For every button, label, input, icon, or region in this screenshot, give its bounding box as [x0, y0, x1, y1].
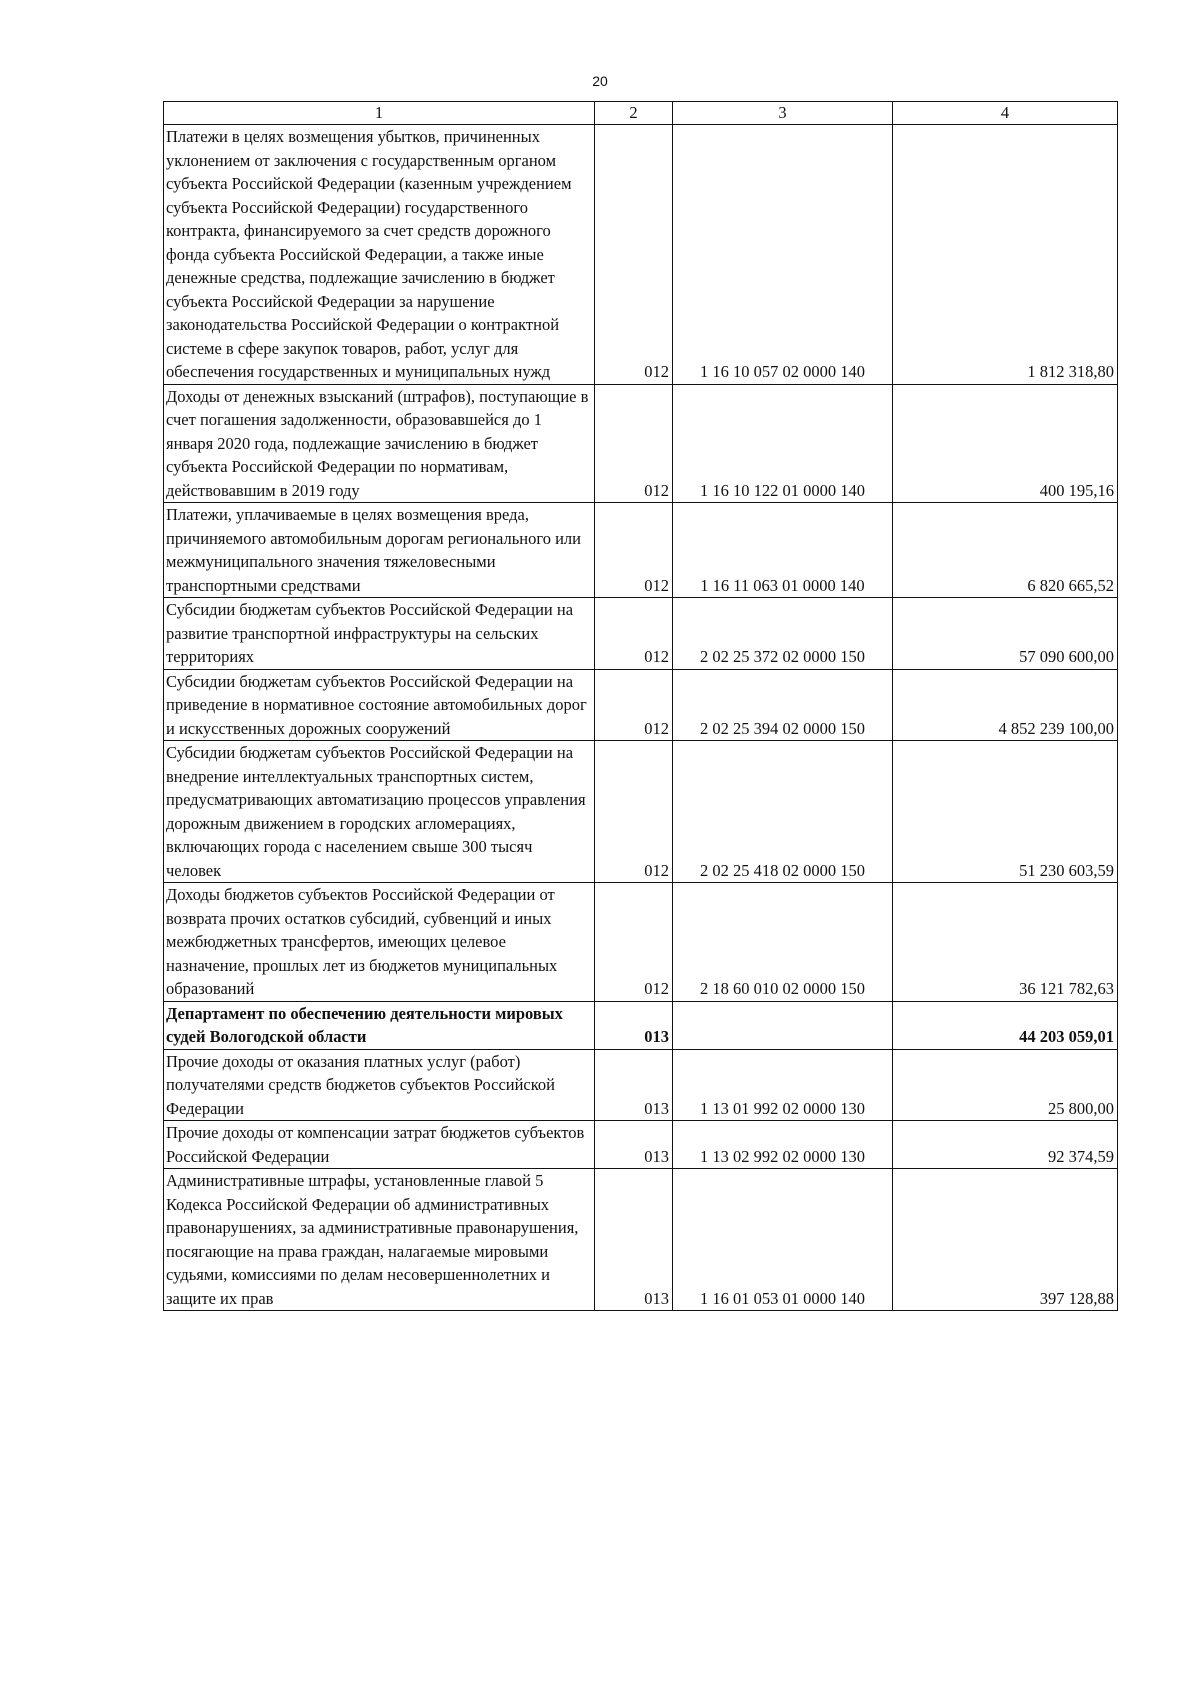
row-budget-code: 2 02 25 394 02 0000 150 — [673, 669, 893, 741]
table-row — [164, 669, 1118, 741]
row-budget-code: 1 13 02 992 02 0000 130 — [673, 1121, 893, 1169]
row-budget-code: 1 16 10 122 01 0000 140 — [673, 384, 893, 503]
table-body — [164, 102, 1118, 1311]
row-amount: 400 195,16 — [893, 384, 1118, 503]
header-col-3: 3 — [673, 102, 893, 125]
row-amount: 1 812 318,80 — [893, 125, 1118, 385]
row-name: Субсидии бюджетам субъектов Российской Федерации на приведение в нормативное состояние автомобильных дорог и искусственных дорожных сооружений — [164, 669, 595, 741]
row-budget-code: 1 16 10 057 02 0000 140 — [673, 125, 893, 385]
page-number: 20 — [592, 73, 608, 89]
header-col-1: 1 — [164, 102, 595, 125]
table-row — [164, 125, 1118, 385]
row-budget-code — [673, 1001, 893, 1049]
row-admin-code: 013 — [595, 1121, 673, 1169]
row-admin-code: 012 — [595, 669, 673, 741]
table-row — [164, 1049, 1118, 1121]
row-amount: 6 820 665,52 — [893, 503, 1118, 598]
row-admin-code: 013 — [595, 1169, 673, 1311]
row-budget-code: 2 18 60 010 02 0000 150 — [673, 883, 893, 1002]
row-admin-code: 012 — [595, 503, 673, 598]
table-row — [164, 1169, 1118, 1311]
row-budget-code: 2 02 25 418 02 0000 150 — [673, 741, 893, 883]
row-name: Доходы от денежных взысканий (штрафов), поступающие в счет погашения задолженности, образовавшейся до 1 января 2020 года, подлежащие зачислению в бюджет субъекта Российской Федерации по нормативам, действовавшим в 2019 году — [164, 384, 595, 503]
row-budget-code: 1 16 11 063 01 0000 140 — [673, 503, 893, 598]
row-amount: 25 800,00 — [893, 1049, 1118, 1121]
row-admin-code: 012 — [595, 741, 673, 883]
table-row — [164, 598, 1118, 670]
row-budget-code: 2 02 25 372 02 0000 150 — [673, 598, 893, 670]
row-amount: 51 230 603,59 — [893, 741, 1118, 883]
table-row — [164, 741, 1118, 883]
row-name: Субсидии бюджетам субъектов Российской Федерации на развитие транспортной инфраструктуры на сельских территориях — [164, 598, 595, 670]
table-row — [164, 1001, 1118, 1049]
row-name: Прочие доходы от оказания платных услуг (работ) получателями средств бюджетов субъектов Российской Федерации — [164, 1049, 595, 1121]
table-row — [164, 883, 1118, 1002]
header-row — [164, 102, 1118, 125]
row-amount: 92 374,59 — [893, 1121, 1118, 1169]
table-row — [164, 503, 1118, 598]
row-admin-code: 013 — [595, 1049, 673, 1121]
table-row — [164, 384, 1118, 503]
row-name: Субсидии бюджетам субъектов Российской Федерации на внедрение интеллектуальных транспортных систем, предусматривающих автоматизацию процессов управления дорожным движением в городских агломерациях, включающих города с населением свыше 300 тысяч человек — [164, 741, 595, 883]
row-amount: 4 852 239 100,00 — [893, 669, 1118, 741]
row-name: Департамент по обеспечению деятельности мировых судей Вологодской области — [164, 1001, 595, 1049]
row-budget-code: 1 13 01 992 02 0000 130 — [673, 1049, 893, 1121]
row-amount: 44 203 059,01 — [893, 1001, 1118, 1049]
row-admin-code: 012 — [595, 598, 673, 670]
row-admin-code: 012 — [595, 883, 673, 1002]
row-amount: 36 121 782,63 — [893, 883, 1118, 1002]
table-row — [164, 1121, 1118, 1169]
row-name: Платежи, уплачиваемые в целях возмещения вреда, причиняемого автомобильным дорогам регионального или межмуниципального значения тяжеловесными транспортными средствами — [164, 503, 595, 598]
header-col-2: 2 — [595, 102, 673, 125]
header-col-4: 4 — [893, 102, 1118, 125]
row-budget-code: 1 16 01 053 01 0000 140 — [673, 1169, 893, 1311]
row-admin-code: 012 — [595, 384, 673, 503]
row-name: Платежи в целях возмещения убытков, причиненных уклонением от заключения с государственным органом субъекта Российской Федерации (казенным учреждением субъекта Российской Федерации) государственного контракта, финансируемого за счет средств дорожного фонда субъекта Российской Федерации, а также иные денежные средства, подлежащие зачислению в бюджет субъекта Российской Федерации за нарушение законодательства Российской Федерации о контрактной системе в сфере закупок товаров, работ, услуг для обеспечения государственных и муниципальных нужд — [164, 125, 595, 385]
row-admin-code: 012 — [595, 125, 673, 385]
revenue-table — [163, 101, 1118, 1311]
row-name: Прочие доходы от компенсации затрат бюджетов субъектов Российской Федерации — [164, 1121, 595, 1169]
row-name: Доходы бюджетов субъектов Российской Федерации от возврата прочих остатков субсидий, субвенций и иных межбюджетных трансфертов, имеющих целевое назначение, прошлых лет из бюджетов муниципальных образований — [164, 883, 595, 1002]
row-amount: 57 090 600,00 — [893, 598, 1118, 670]
row-name: Административные штрафы, установленные главой 5 Кодекса Российской Федерации об административных правонарушениях, за административные правонарушения, посягающие на права граждан, налагаемые мировыми судьями, комиссиями по делам несовершеннолетних и защите их прав — [164, 1169, 595, 1311]
row-amount: 397 128,88 — [893, 1169, 1118, 1311]
row-admin-code: 013 — [595, 1001, 673, 1049]
